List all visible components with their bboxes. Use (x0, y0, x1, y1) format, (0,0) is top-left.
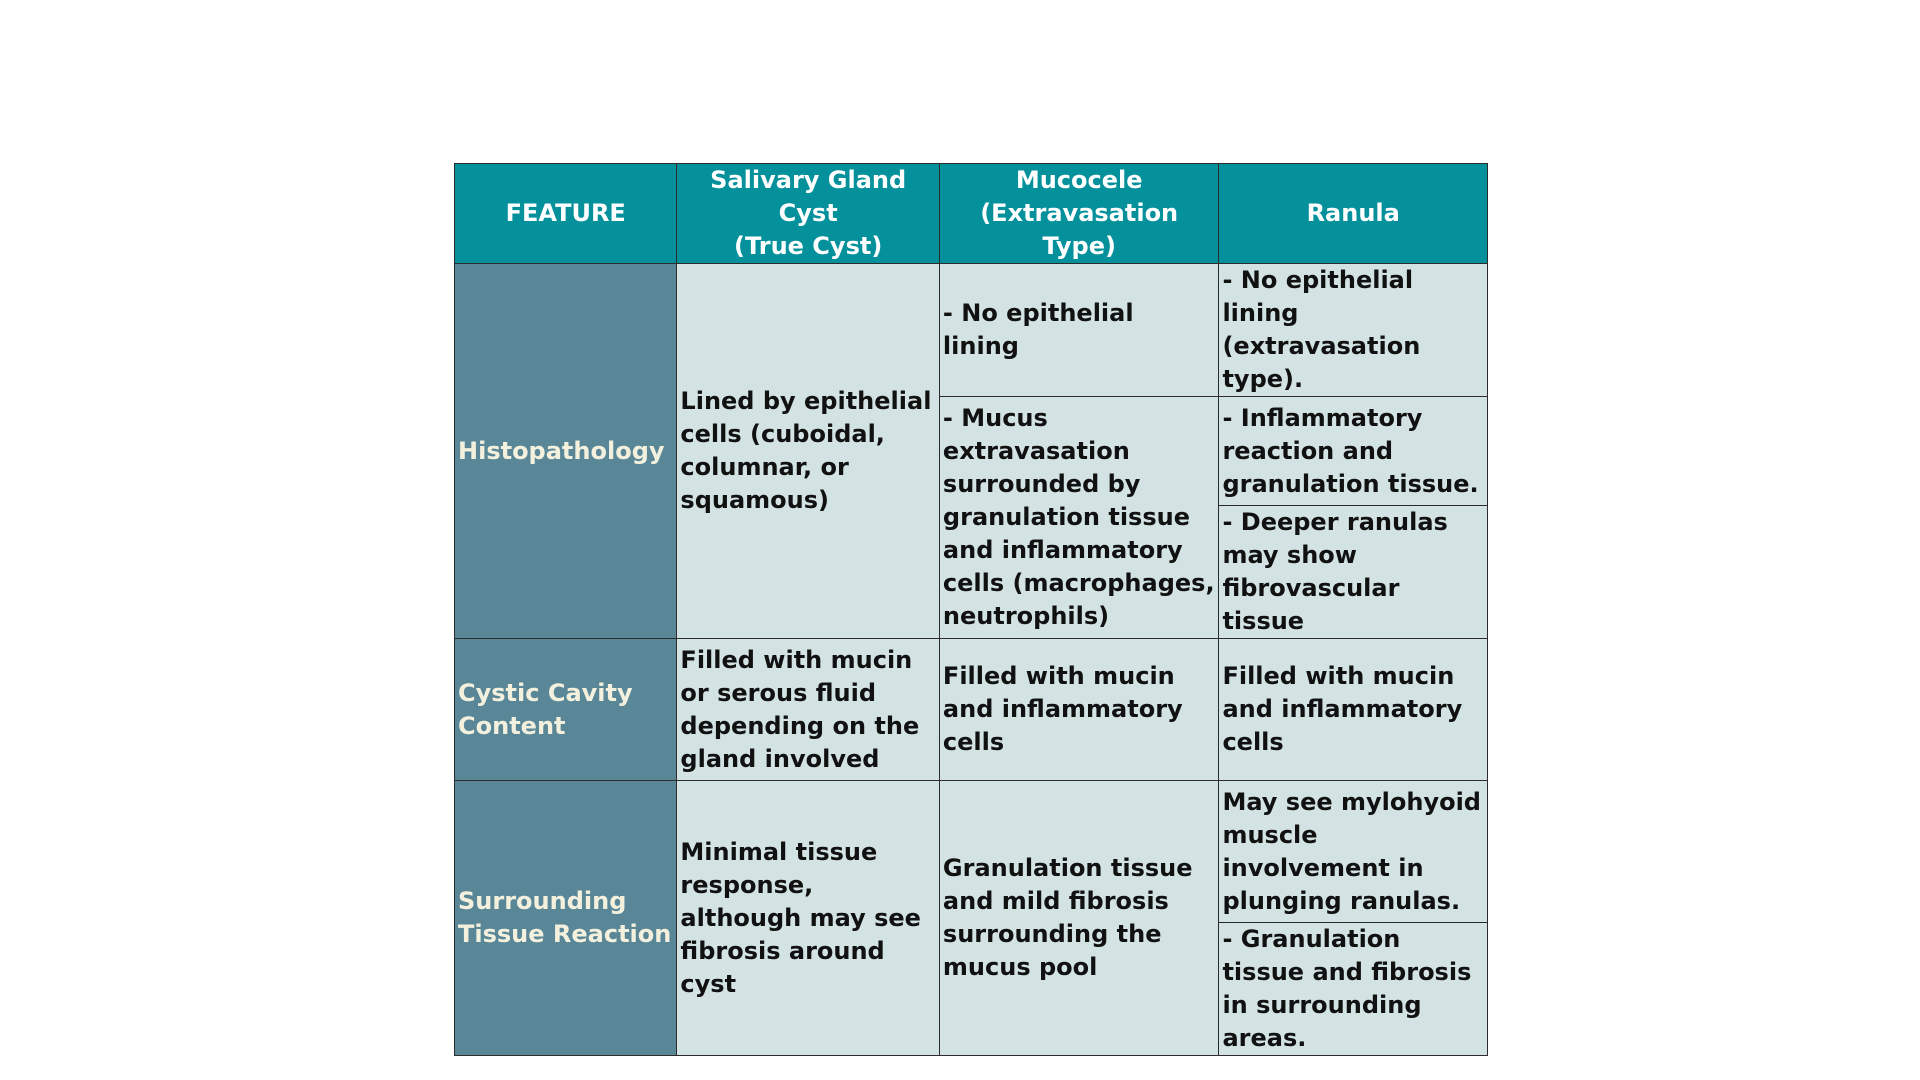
cell-surrounding-mucocele: Granulation tissue and mild fibrosis surrounding the mucus pool (939, 781, 1219, 1056)
cell-cystic-salivary: Filled with mucin or serous fluid depending on the gland involved (677, 639, 940, 781)
feature-cystic-cavity-content: Cystic Cavity Content (455, 639, 677, 781)
header-salivary-gland-cyst: Salivary Gland Cyst (True Cyst) (677, 164, 940, 264)
row-surrounding (455, 781, 1488, 923)
row-histopathology (455, 264, 1488, 397)
cell-histopathology-mucocele-1: - No epithelial lining (939, 264, 1219, 397)
header-mucocele: Mucocele (Extravasation Type) (939, 164, 1219, 264)
header-row (455, 164, 1488, 264)
cell-surrounding-ranula-2: - Granulation tissue and fibrosis in surrounding areas. (1219, 923, 1488, 1056)
feature-surrounding-tissue-reaction: Surrounding Tissue Reaction (455, 781, 677, 1056)
cell-cystic-mucocele: Filled with mucin and inflammatory cells (939, 639, 1219, 781)
cell-histopathology-salivary: Lined by epithelial cells (cuboidal, columnar, or squamous) (677, 264, 940, 639)
header-feature: FEATURE (455, 164, 677, 264)
cell-histopathology-ranula-2: - Inflammatory reaction and granulation tissue. (1219, 397, 1488, 506)
cell-histopathology-ranula-3: - Deeper ranulas may show fibrovascular tissue (1219, 506, 1488, 639)
cell-histopathology-ranula-1: - No epithelial lining (extravasation type). (1219, 264, 1488, 397)
cell-surrounding-salivary: Minimal tissue response, although may see fibrosis around cyst (677, 781, 940, 1056)
cell-cystic-ranula: Filled with mucin and inflammatory cells (1219, 639, 1488, 781)
feature-histopathology: Histopathology (455, 264, 677, 639)
row-cystic-cavity (455, 639, 1488, 781)
cell-surrounding-ranula-1: May see mylohyoid muscle involvement in plunging ranulas. (1219, 781, 1488, 923)
comparison-table (454, 163, 1488, 1056)
header-ranula: Ranula (1219, 164, 1488, 264)
cell-histopathology-mucocele-2: - Mucus extravasation surrounded by granulation tissue and inflammatory cells (macrophages, neutrophils) (939, 397, 1219, 639)
